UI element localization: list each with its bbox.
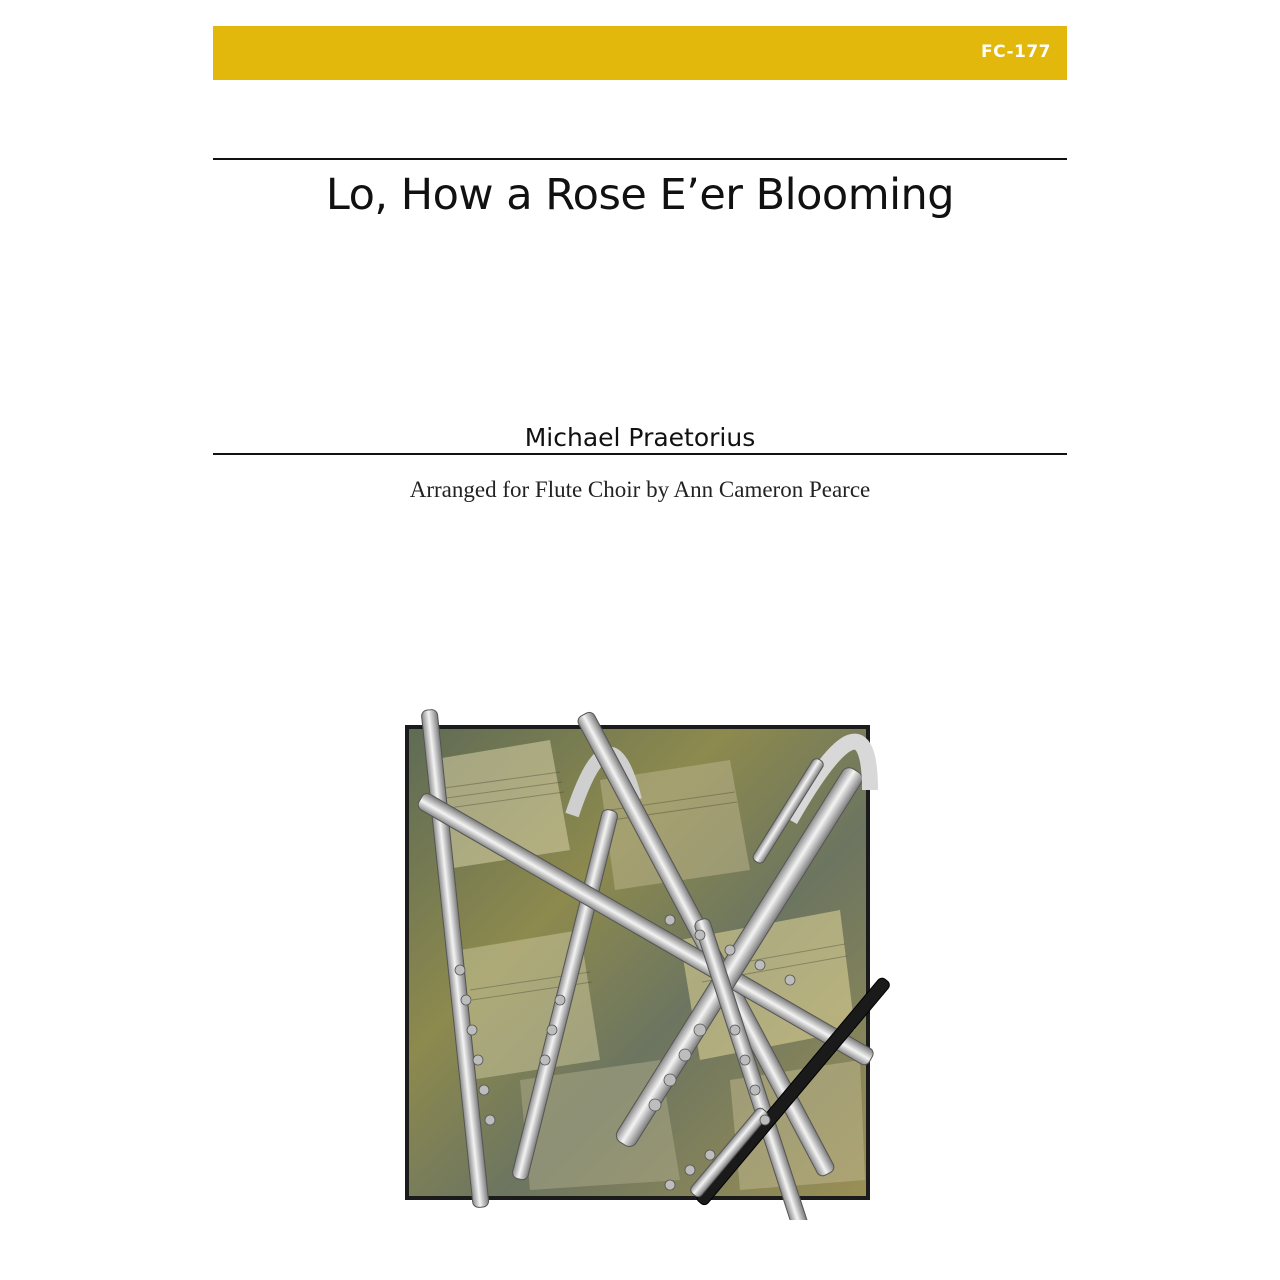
title-rule [213,158,1067,160]
catalog-code: FC-177 [980,42,1051,62]
catalog-bar [213,26,1067,80]
composer-name: Michael Praetorius [524,423,756,452]
page-title: Lo, How a Rose E’er Blooming [325,170,955,220]
arranger-credit: Arranged for Flute Choir by Ann Cameron Pearce [409,477,871,502]
cover-illustration [400,700,900,1220]
composer-rule [213,453,1067,455]
